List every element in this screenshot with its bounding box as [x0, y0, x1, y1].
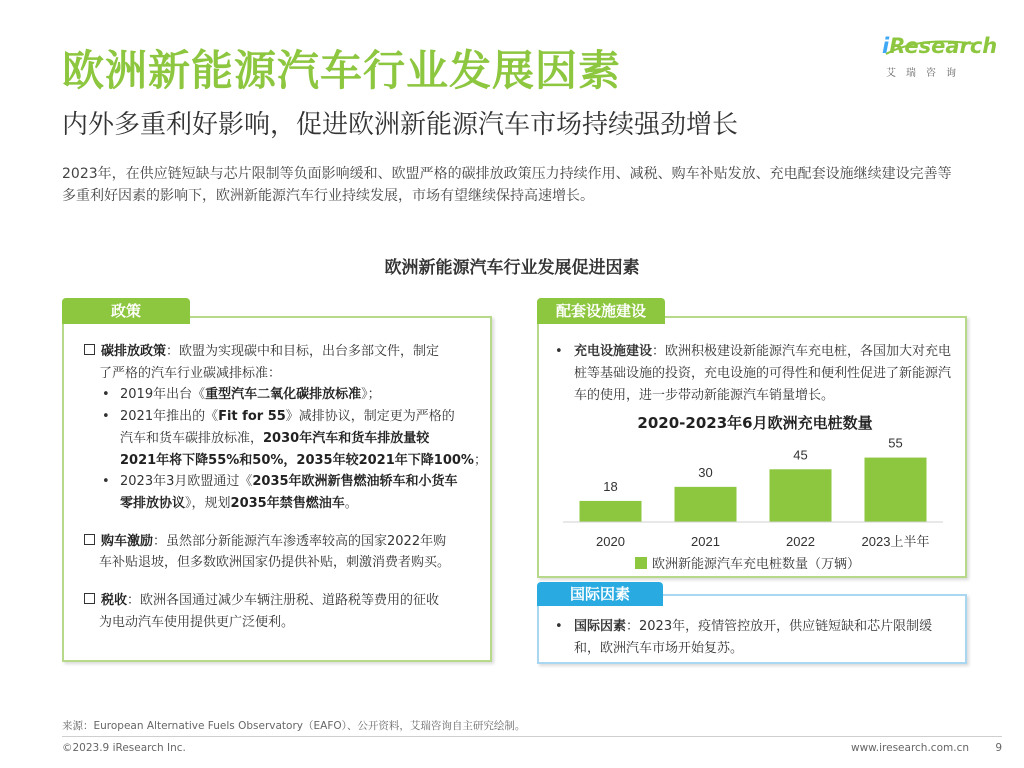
data-label-2021: 30 — [698, 464, 713, 480]
infra-tag-wrap — [537, 298, 665, 324]
iresearch-logo — [880, 34, 998, 80]
checkbox-square-icon — [84, 593, 95, 604]
copyright: ©2023.9 iResearch Inc. — [62, 742, 186, 754]
page-subtitle: 内外多重利好影响，促进欧洲新能源汽车市场持续强劲增长 — [62, 110, 739, 140]
carbon-policy-text: ：欧盟为实现碳中和目标，出台多部文件，制定 — [166, 344, 440, 359]
b3-line2-bold: 零排放协议 — [120, 495, 186, 511]
data-label-2022: 45 — [793, 447, 808, 463]
subsidy-head: 购车激励 — [101, 533, 154, 549]
policy-bullet-2 — [84, 406, 489, 471]
infra-bullet — [555, 341, 955, 407]
carbon-policy-text2: 了严格的汽车行业碳减排标准： — [99, 365, 282, 381]
b2-line3 — [120, 450, 489, 472]
b3-line2-post: 。 — [344, 495, 358, 511]
policy-tag-wrap — [62, 298, 190, 324]
x-tick-2022: 2022 — [786, 534, 815, 549]
b2-line2-bold: 2030年汽车和货车排放量较 — [263, 430, 430, 446]
data-label-2023上半年: 55 — [888, 435, 903, 451]
b2-line3-post: ； — [473, 452, 487, 468]
bar-2021 — [675, 487, 737, 522]
b2-line2-pre: 汽车和货车碳排放标准， — [120, 430, 264, 446]
b3-bold: 2035年欧洲新售燃油轿车和小货车 — [252, 474, 458, 490]
policy-bullet-3 — [84, 471, 489, 514]
legend-label: 欧洲新能源汽车充电桩数量（万辆） — [652, 556, 861, 571]
b2-line3-bold: 2021年将下降55%和50%，2035年较2021年下降100% — [120, 452, 474, 468]
x-tick-2020: 2020 — [596, 534, 625, 549]
infra-content — [555, 341, 955, 407]
intl-content — [555, 616, 955, 660]
bullet-dot: • — [102, 474, 110, 490]
legend-swatch — [635, 557, 647, 569]
bullet-dot: • — [555, 344, 563, 359]
tax-text: ：欧洲各国通过减少车辆注册税、道路税等费用的征收 — [127, 593, 440, 609]
b3-pre: 2023年3月欧盟通过《 — [120, 474, 253, 490]
intl-tag-wrap — [537, 582, 663, 606]
checkbox-square-icon — [84, 534, 95, 545]
b1-pre: 2019年出台《 — [120, 387, 206, 403]
charging-pile-bar-chart — [545, 430, 965, 578]
b1-bold: 重型汽车二氧化碳排放标准 — [205, 387, 362, 403]
policy-content — [84, 341, 489, 633]
bar-2020 — [580, 501, 642, 522]
infra-text: ：欧洲积极建设新能源汽车充电桩，各国加大对充电桩等基础设施的投资，充电设施的可得性和便利性促进了新能源汽车的使用，进一步带动新能源汽车销量增长。 — [574, 344, 952, 403]
b2-line2 — [120, 428, 489, 450]
data-label-2020: 18 — [603, 478, 618, 494]
infra-head: 充电设施建设 — [574, 344, 653, 359]
bar-2023上半年 — [865, 458, 927, 522]
logo-wordmark — [882, 34, 997, 58]
bullet-dot: • — [102, 409, 110, 425]
section-title: 欧洲新能源汽车行业发展促进因素 — [384, 258, 640, 278]
checkbox-square-icon — [84, 344, 95, 355]
logo-i: i — [882, 34, 890, 58]
subsidy-text: ：虽然部分新能源汽车渗透率较高的国家2022年购 — [153, 533, 447, 549]
intl-text: ：2023年，疫情管控放开，供应链短缺和芯片限制缓和，欧洲汽车市场开始复苏。 — [574, 619, 933, 656]
policy-bullet-1 — [84, 384, 489, 406]
bar-2022 — [770, 469, 832, 522]
b3-line2-mid: 》，规划 — [185, 495, 231, 511]
bullet-dot: • — [102, 387, 110, 403]
source-note: 来源：European Alternative Fuels Observatory（EAFO）、公开资料，艾瑞咨询自主研究绘制。 — [62, 720, 526, 732]
b3-line2 — [120, 493, 489, 515]
b3-line2-bold2: 2035年禁售燃油车 — [230, 495, 345, 511]
b2-bold: Fit for 55 — [218, 409, 286, 425]
intro-paragraph: 2023年，在供应链短缺与芯片限制等负面影响缓和、欧盟严格的碳排放政策压力持续作用、减税、购车补贴发放、充电配套设施继续建设完善等多重利好因素的影响下，欧洲新能源汽车行业持续发展，市场有望继续保持高速增长。 — [62, 166, 952, 204]
chart-title: 2020-2023年6月欧洲充电桩数量 — [637, 414, 873, 432]
subsidy-text2: 车补贴退坡，但多数欧洲国家仍提供补贴，刺激消费者购买。 — [99, 555, 451, 571]
subsidy-item — [84, 531, 489, 553]
policy-tag: 政策 — [62, 298, 190, 324]
tax-item — [84, 590, 489, 612]
page-title: 欧洲新能源汽车行业发展因素 — [62, 46, 622, 95]
infra-tag: 配套设施建设 — [537, 298, 665, 324]
logo-chinese: 艾瑞咨询 — [886, 68, 966, 79]
b2-pre: 2021年推出的《 — [120, 409, 219, 425]
intl-bullet — [555, 616, 955, 660]
intl-tag: 国际因素 — [537, 582, 663, 606]
page-number: 9 — [995, 742, 1002, 754]
carbon-policy-item — [84, 341, 489, 363]
intl-head: 国际因素 — [574, 619, 627, 634]
tax-head: 税收 — [101, 593, 128, 609]
x-tick-2023上半年: 2023上半年 — [861, 534, 930, 549]
footer-divider — [62, 736, 1002, 737]
logo-research: Research — [889, 34, 998, 58]
website-link[interactable]: www.iresearch.com.cn — [850, 742, 969, 754]
b1-post: 》； — [361, 387, 381, 403]
bullet-dot: • — [555, 619, 563, 634]
b2-post: 》减排协议，制定更为严格的 — [285, 409, 455, 425]
carbon-policy-head: 碳排放政策 — [101, 344, 167, 359]
x-tick-2021: 2021 — [691, 534, 720, 549]
tax-text2: 为电动汽车使用提供更广泛便利。 — [99, 614, 295, 630]
